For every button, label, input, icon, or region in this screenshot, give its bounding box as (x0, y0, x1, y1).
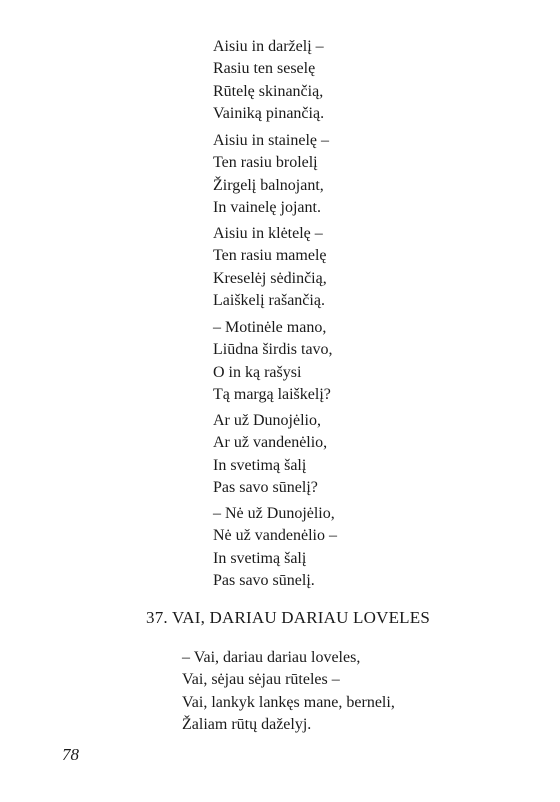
verse-line: Ar už Dunojėlio, (213, 412, 321, 429)
verse-line: Ten rasiu mamelę (213, 247, 327, 265)
stanza-2 (213, 130, 329, 220)
verse-line: Pas savo sūnelį? (213, 479, 318, 497)
verse-line: Rasiu ten seselę (213, 60, 316, 78)
verse-line: Aisiu in klėtelę – (213, 225, 323, 242)
verse-line: – Nė už Dunojėlio, (213, 505, 335, 522)
stanza-6 (213, 503, 337, 593)
verse-line: – Motinėle mano, (213, 319, 327, 336)
verse-line: Ten rasiu brolelį (213, 154, 318, 172)
verse-line: Liūdna širdis tavo, (213, 341, 333, 359)
verse-line: In svetimą šalį (213, 456, 307, 474)
verse-line: Vai, lankyk lankęs mane, berneli, (182, 693, 395, 711)
stanza-3 (213, 223, 327, 313)
verse-line: O in ką rašysi (213, 363, 302, 381)
page-number: 78 (62, 745, 79, 764)
verse-line: Tą margą laiškelį? (213, 386, 331, 404)
verse-line: Vai, sėjau sėjau rūteles – (182, 671, 340, 689)
verse-line: Laiškelį rašančią. (213, 292, 325, 310)
verse-line: Kreselėj sėdinčią, (213, 269, 327, 287)
verse-line: Aisiu in darželį – (213, 38, 324, 55)
stanza-1 (213, 36, 324, 126)
song-37-stanza (182, 647, 395, 737)
verse-line: Žirgelį balnojant, (213, 176, 324, 194)
verse-line: Rūtelę skinančią, (213, 82, 324, 100)
verse-line: – Vai, dariau dariau loveles, (182, 649, 361, 666)
verse-line: In svetimą šalį (213, 549, 307, 567)
stanza-4 (213, 317, 333, 407)
verse-line: Pas savo sūnelį. (213, 572, 315, 590)
verse-line: Žaliam rūtų daželyj. (182, 716, 312, 734)
song-heading: 37. VAI, DARIAU DARIAU LOVELES (146, 608, 430, 627)
verse-line: Vainiką pinančią. (213, 105, 325, 123)
verse-line: In vainelę jojant. (213, 199, 321, 217)
verse-line: Aisiu in stainelę – (213, 132, 329, 149)
stanza-5 (213, 410, 327, 500)
verse-line: Ar už vandenėlio, (213, 434, 328, 452)
verse-line: Nė už vandenėlio – (213, 527, 337, 545)
